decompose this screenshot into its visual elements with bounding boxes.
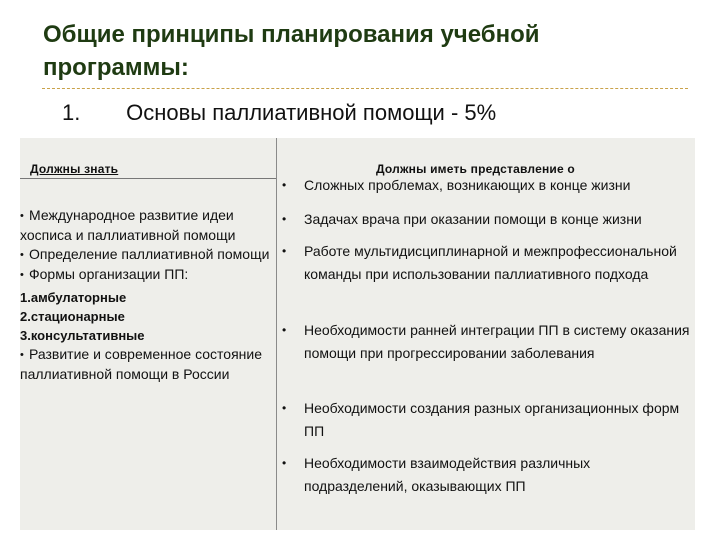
list-item: • Сложных проблемах, возникающих в конце жизни (282, 174, 690, 197)
list-item: • Формы организации ПП: (20, 265, 274, 285)
sub-item-outpatient: 1.амбулаторные (20, 290, 127, 305)
slide-title: Общие принципы планирования учебной программы: (43, 21, 540, 81)
bullet-icon: • (282, 323, 287, 337)
bullet-icon: • (20, 349, 24, 361)
bullet-icon: • (282, 178, 287, 192)
list-item: • Задачах врача при оказании помощи в конце жизни (282, 208, 690, 231)
list-item: • Необходимости создания разных организационных форм ПП (282, 397, 690, 443)
bullet-icon: • (282, 456, 287, 470)
bullet-icon: • (20, 210, 24, 222)
column-separator (276, 138, 277, 530)
list-item: • Работе мультидисциплинарной и межпрофессиональной команды при использовании паллиативного подхода (282, 240, 690, 286)
left-header-rule (20, 178, 276, 179)
list-item: • Определение паллиативной помощи (20, 245, 274, 265)
section-title: Основы паллиативной помощи - 5% (126, 100, 497, 125)
bullet-icon: • (20, 269, 24, 281)
section-number: 1. (62, 100, 81, 125)
sub-item-inpatient: 2.стационарные (20, 309, 125, 324)
section-heading (62, 100, 496, 126)
list-item: • Развитие и современное состояние паллиативной помощи в России (20, 346, 262, 382)
right-column-header: Должны иметь представление о (376, 162, 575, 176)
left-column-header: Должны знать (30, 162, 119, 176)
title-divider (42, 88, 688, 89)
sub-item-consultative: 3.консультативные (20, 328, 145, 343)
bullet-icon: • (282, 244, 287, 258)
must-know-list (20, 206, 274, 384)
list-item: • Международное развитие идеи хосписа и паллиативной помощи (20, 207, 236, 243)
list-item: • Необходимости взаимодействия различных подразделений, оказывающих ПП (282, 452, 690, 498)
bullet-icon: • (20, 249, 24, 261)
bullet-icon: • (282, 401, 287, 415)
bullet-icon: • (282, 212, 287, 226)
list-item: • Необходимости ранней интеграции ПП в систему оказания помощи при прогрессировании заболевания (282, 319, 690, 365)
